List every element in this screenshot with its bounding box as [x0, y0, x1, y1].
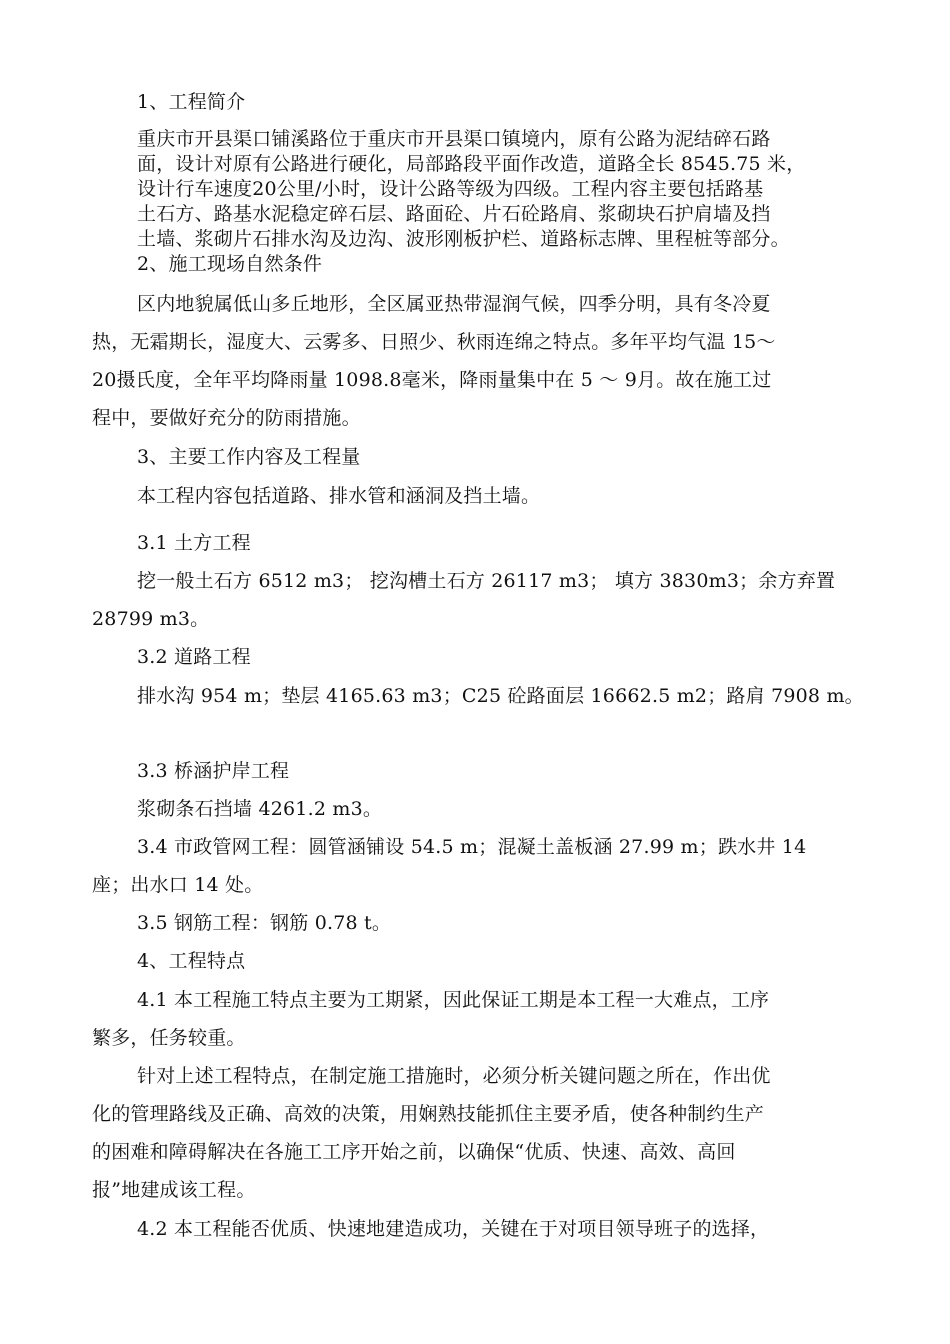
paragraph-line: 座；出水口 14 处。	[92, 874, 264, 896]
paragraph-line: 程中，要做好充分的防雨措施。	[92, 407, 361, 429]
paragraph-3-5-rebar: 3.5 钢筋工程：钢筋 0.78 t。	[137, 912, 392, 934]
paragraph-line: 土石方、路基水泥稳定碎石层、路面砼、片石砼路肩、浆砌块石护肩墙及挡	[137, 203, 771, 225]
paragraph-line: 繁多，任务较重。	[92, 1027, 246, 1049]
paragraph-line: 4.1 本工程施工特点主要为工期紧，因此保证工期是本工程一大难点，工序	[137, 989, 770, 1011]
paragraph-line: 4.2 本工程能否优质、快速地建造成功，关键在于对项目领导班子的选择，	[137, 1218, 770, 1240]
paragraph-line: 热，无霜期长，湿度大、云雾多、日照少、秋雨连绵之特点。多年平均气温 15～	[92, 331, 776, 353]
paragraph-line: 土墙、浆砌片石排水沟及边沟、波形刚板护栏、道路标志牌、里程桩等部分。	[137, 228, 790, 250]
paragraph-line: 排水沟 954 m；垫层 4165.63 m3；C25 砼路面层 16662.5 m2；路肩 7908 m。	[137, 685, 864, 707]
paragraph-line: 针对上述工程特点，在制定施工措施时，必须分析关键问题之所在，作出优	[137, 1065, 771, 1087]
paragraph-line: 的困难和障碍解决在各施工工序开始之前，以确保“优质、快速、高效、高回	[92, 1141, 736, 1163]
paragraph-line: 重庆市开县渠口铺溪路位于重庆市开县渠口镇境内，原有公路为泥结碎石路	[137, 128, 771, 150]
paragraph-line: 设计行车速度20公里/小时，设计公路等级为四级。工程内容主要包括路基	[137, 178, 764, 200]
paragraph-3-4-municipal-pipe: 3.4 市政管网工程：圆管涵铺设 54.5 m；混凝土盖板涵 27.99 m；跌水井 14	[137, 836, 807, 858]
paragraph-line: 化的管理路线及正确、高效的决策，用娴熟技能抓住主要矛盾，使各种制约生产	[92, 1103, 765, 1125]
heading-3-2-road-works: 3.2 道路工程	[137, 646, 251, 668]
heading-2-site-conditions: 2、施工现场自然条件	[137, 253, 323, 275]
paragraph-line: 浆砌条石挡墙 4261.2 m3。	[137, 798, 383, 820]
paragraph-line: 28799 m3。	[92, 608, 210, 630]
paragraph-line: 挖一般土石方 6512 m3； 挖沟槽土石方 26117 m3； 填方 3830m3；余方弃置	[137, 570, 836, 592]
heading-3-3-bridge-culvert: 3.3 桥涵护岸工程	[137, 760, 290, 782]
heading-1-project-overview: 1、工程简介	[137, 91, 246, 113]
heading-4-project-features: 4、工程特点	[137, 950, 246, 972]
heading-3-main-work: 3、主要工作内容及工程量	[137, 446, 361, 468]
paragraph-line: 面，设计对原有公路进行硬化，局部路段平面作改造，道路全长 8545.75 米，	[137, 153, 806, 175]
paragraph-line: 区内地貌属低山多丘地形，全区属亚热带湿润气候，四季分明，具有冬冷夏	[137, 293, 771, 315]
paragraph-line: 本工程内容包括道路、排水管和涵洞及挡土墙。	[137, 485, 541, 507]
paragraph-line: 报”地建成该工程。	[92, 1179, 256, 1201]
heading-3-1-earthwork: 3.1 土方工程	[137, 532, 251, 554]
paragraph-line: 20摄氏度，全年平均降雨量 1098.8毫米，降雨量集中在 5 ～ 9月。故在施工过	[92, 369, 772, 391]
